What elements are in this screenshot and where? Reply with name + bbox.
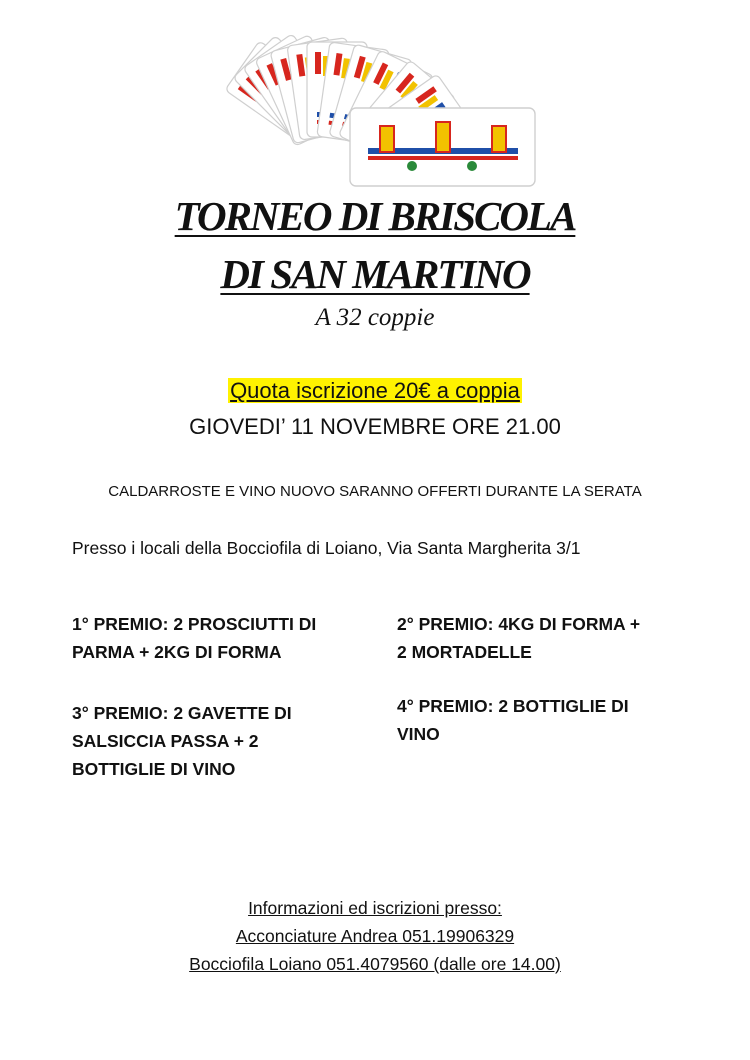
- prize-1: [72, 610, 372, 666]
- prize-2-line2: 2 MORTADELLE: [397, 642, 532, 662]
- prize-4-line1: 4° PREMIO: 2 BOTTIGLIE DI: [397, 696, 629, 716]
- prize-2-line1: 2° PREMIO: 4KG DI FORMA +: [397, 614, 641, 634]
- contact-acconciature: Acconciature Andrea 051.19906329: [235, 926, 515, 946]
- prize-1-line2: PARMA + 2KG DI FORMA: [72, 642, 282, 662]
- contact-bocciofila: Bocciofila Loiano 051.4079560 (dalle ore 14.00): [189, 954, 561, 974]
- registration-fee: Quota iscrizione 20€ a coppia: [230, 378, 520, 403]
- subtitle: A 32 coppie: [315, 304, 435, 331]
- notice-text: CALDARROSTE E VINO NUOVO SARANNO OFFERTI DURANTE LA SERATA: [108, 483, 642, 500]
- info-heading: Informazioni ed iscrizioni presso:: [248, 898, 502, 918]
- fee-container: [0, 378, 750, 404]
- prize-3-line3: BOTTIGLIE DI VINO: [72, 759, 236, 779]
- prize-3-line1: 3° PREMIO: 2 GAVETTE DI: [72, 703, 292, 723]
- prize-1-line1: 1° PREMIO: 2 PROSCIUTTI DI: [72, 614, 317, 634]
- prize-3-line2: SALSICCIA PASSA + 2: [72, 731, 259, 751]
- prize-3: [72, 699, 352, 783]
- prize-4-line2: VINO: [397, 724, 440, 744]
- page-title-line2: DI SAN MARTINO: [220, 251, 530, 297]
- prize-2: [397, 610, 697, 666]
- event-date: GIOVEDI’ 11 NOVEMBRE ORE 21.00: [189, 414, 561, 439]
- playing-cards-icon: [215, 30, 545, 200]
- prize-4: [397, 692, 697, 748]
- venue-text: Presso i locali della Bocciofila di Loiano, Via Santa Margherita 3/1: [72, 538, 581, 558]
- page-title-line1: TORNEO DI BRISCOLA: [174, 193, 576, 239]
